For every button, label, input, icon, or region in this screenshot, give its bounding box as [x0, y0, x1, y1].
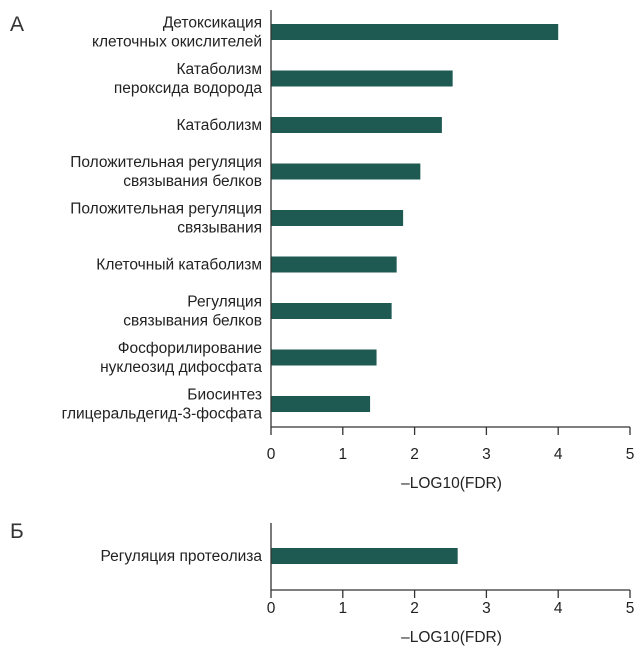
category-label: Детоксикация клеточных окислителей: [91, 14, 262, 51]
x-tick-label: 5: [625, 600, 635, 617]
x-tick-label: 4: [553, 446, 563, 463]
bar: [271, 548, 458, 564]
chart-panel-1: [10, 10, 634, 492]
x-axis-title: –LOG10(FDR): [401, 475, 502, 492]
category-label: Биосинтез глицеральдегид-3-фосфата: [61, 386, 262, 423]
bar: [271, 210, 403, 226]
panel-label: А: [10, 13, 25, 36]
bar: [271, 71, 453, 87]
bar: [271, 164, 420, 180]
x-tick-label: 4: [553, 600, 563, 617]
x-tick-label: 2: [410, 600, 419, 617]
category-label: Положительная регуляция связывания: [70, 200, 262, 237]
bar: [271, 117, 442, 133]
category-label: Фосфорилирование нуклеозид дифосфата: [100, 340, 262, 376]
x-tick-label: 5: [625, 446, 635, 463]
category-label: Клеточный катаболизм: [96, 256, 262, 274]
category-label: Регуляция протеолиза: [100, 548, 262, 565]
x-tick-label: 3: [482, 446, 491, 463]
bar: [271, 350, 377, 366]
x-tick-label: 2: [410, 446, 419, 463]
x-tick-label: 0: [266, 446, 276, 463]
x-tick-label: 3: [482, 600, 491, 617]
x-tick-label: 1: [338, 446, 348, 463]
category-label: Катаболизм: [176, 117, 262, 134]
chart-panel-2: [10, 520, 634, 646]
bar: [271, 24, 558, 40]
category-label: Катаболизм пероксида водорода: [113, 61, 262, 97]
x-tick-label: 1: [338, 600, 348, 617]
category-label: Положительная регуляция связывания белков: [70, 154, 262, 190]
panel-label: Б: [10, 520, 24, 543]
x-axis-title: –LOG10(FDR): [401, 629, 502, 646]
bar: [271, 257, 397, 273]
category-label: Регуляция связывания белков: [123, 293, 262, 330]
bar: [271, 396, 370, 412]
x-tick-label: 0: [266, 600, 276, 617]
bar: [271, 303, 392, 319]
